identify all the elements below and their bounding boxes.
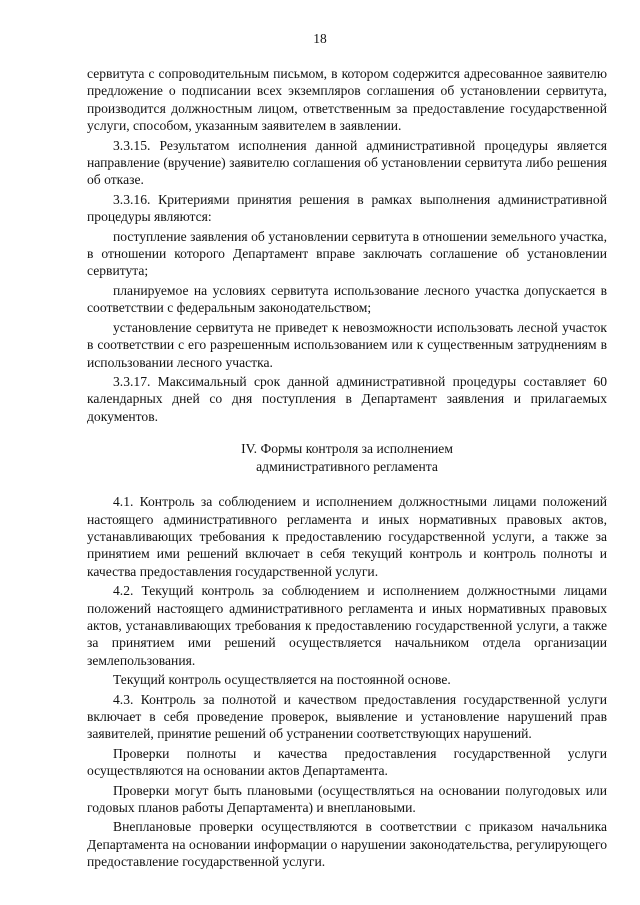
paragraph-4-2: 4.2. Текущий контроль за соблюдением и исполнением должностными лицами положений настоящего административного регламента и иных нормативных правовых актов, устанавливающих требования к предоставлению государственной услуги, а также за принятием ими решений осуществляется начальником отдела организации землепользования. [87,583,607,668]
paragraph-inspections-basis: Проверки полноты и качества предоставления государственной услуги осуществляются на основании актов Департамента. [87,745,607,779]
section-heading-line-2: административного регламента [256,459,438,475]
paragraph-criterion-3: установление сервитута не приведет к невозможности использовать лесной участок в соответствии с его разрешенным использованием или к существенным затруднениям в использовании лесного участка. [87,319,607,370]
paragraph-criterion-2: планируемое на условиях сервитута использование лесного участка допускается в соответствии с федеральным законодательством; [87,282,607,316]
section-heading-line-1: IV. Формы контроля за исполнением [241,441,453,457]
paragraph-current-control: Текущий контроль осуществляется на постоянной основе. [113,672,451,688]
paragraph-inspections-types: Проверки могут быть плановыми (осуществляться на основании полугодовых или годовых планов работы Департамента) и внеплановыми. [87,782,607,816]
paragraph-unscheduled-inspections: Внеплановые проверки осуществляются в соответствии с приказом начальника Департамента на основании информации о нарушении законодательства, регулирующего предоставление государственной услуги. [87,819,607,870]
paragraph-3-3-15: 3.3.15. Результатом исполнения данной административной процедуры является направление (вручение) заявителю соглашения об установлении сервитута либо решения об отказе. [87,137,607,188]
paragraph-service-easement-letter: сервитута с сопроводительным письмом, в котором содержится адресованное заявителю предложение о подписании всех экземпляров соглашения об установлении сервитута, производится должностным лицом, ответственным за предоставление государственной услуги, способом, указанным заявителем в заявлении. [87,66,607,134]
paragraph-4-1: 4.1. Контроль за соблюдением и исполнением должностными лицами положений настоящего административного регламента и иных нормативных правовых актов, устанавливающих требования к предоставлению государственной услуги, а также за принятием ими решений включает в себя текущий контроль и контроль полноты и качества предоставления государственной услуги. [87,494,607,579]
paragraph-criterion-1: поступление заявления об установлении сервитута в отношении земельного участка, в отношении которого Департамент вправе заключать соглашение об установлении сервитута; [87,228,607,279]
section-heading [87,440,607,476]
page-number: 18 [313,31,327,46]
document-body [87,65,607,871]
paragraph-4-3: 4.3. Контроль за полнотой и качеством предоставления государственной услуги включает в себя проведение проверок, выявление и установление нарушений прав заявителей, принятие решений об устранении соответствующих нарушений. [87,691,607,742]
paragraph-3-3-17: 3.3.17. Максимальный срок данной административной процедуры составляет 60 календарных дней со дня поступления в Департамент заявления и прилагаемых документов. [87,373,607,424]
paragraph-3-3-16: 3.3.16. Критериями принятия решения в рамках выполнения административной процедуры являются: [87,191,607,225]
